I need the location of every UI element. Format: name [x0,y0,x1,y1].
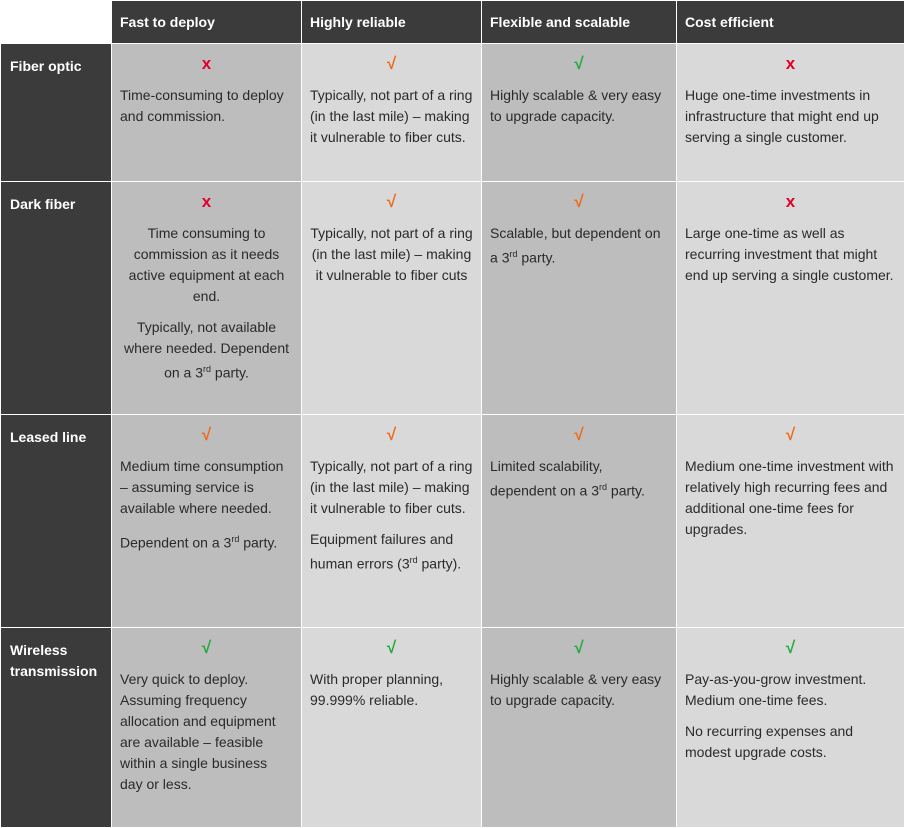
cell-text: With proper planning, 99.999% reliable. [310,669,473,711]
table-cell [302,628,482,828]
check-mark-icon: √ [310,637,473,659]
table-cell [677,44,904,182]
cell-text: Typically, not available where needed. Dependent on a 3rd party. [120,317,293,384]
table-cell [677,628,904,828]
row-header: Fiber optic [1,44,112,182]
partial-check-icon: √ [490,191,668,213]
cross-mark-icon: x [120,191,293,213]
cell-text: Dependent on a 3rd party. [120,529,293,554]
table-cell [302,415,482,628]
cell-text: Very quick to deploy. Assuming frequency allocation and equipment are available – feasible within a single business day or less. [120,669,293,795]
check-mark-icon: √ [490,637,668,659]
cross-mark-icon: x [685,191,896,213]
table-cell [482,628,677,828]
table-cell [677,415,904,628]
row-header: Leased line [1,415,112,628]
table-cell [112,44,302,182]
cell-text: No recurring expenses and modest upgrade costs. [685,721,896,763]
table-cell [302,182,482,415]
check-mark-icon: √ [685,637,896,659]
header-row [1,1,904,44]
table-cell [112,415,302,628]
col-header-fast-to-deploy: Fast to deploy [112,1,302,44]
check-mark-icon: √ [120,637,293,659]
col-header-flexible-scalable: Flexible and scalable [482,1,677,44]
table-cell [677,182,904,415]
table-cell [112,182,302,415]
row-header: Wireless transmission [1,628,112,828]
table-cell [112,628,302,828]
cell-text: Highly scalable & very easy to upgrade capacity. [490,85,668,127]
cross-mark-icon: x [120,53,293,75]
table-row [1,628,904,828]
partial-check-icon: √ [120,424,293,446]
partial-check-icon: √ [490,424,668,446]
table-cell [482,44,677,182]
cell-text: Medium one-time investment with relatively high recurring fees and additional one-time fees for upgrades. [685,456,896,540]
table-row [1,415,904,628]
cell-text: Pay-as-you-grow investment. Medium one-time fees. [685,669,896,711]
partial-check-icon: √ [685,424,896,446]
table-row [1,182,904,415]
col-header-highly-reliable: Highly reliable [302,1,482,44]
partial-check-icon: √ [310,424,473,446]
cell-text: Time consuming to commission as it needs active equipment at each end. [120,223,293,307]
partial-check-icon: √ [310,53,473,75]
cell-text: Typically, not part of a ring (in the last mile) – making it vulnerable to fiber cuts. [310,456,473,519]
cell-text: Typically, not part of a ring (in the last mile) – making it vulnerable to fiber cuts [310,223,473,286]
cell-text: Huge one-time investments in infrastructure that might end up serving a single customer. [685,85,896,148]
cell-text: Typically, not part of a ring (in the last mile) – making it vulnerable to fiber cuts. [310,85,473,148]
cell-text: Limited scalability, dependent on a 3rd party. [490,456,668,502]
cell-text: Equipment failures and human errors (3rd party). [310,529,473,575]
cross-mark-icon: x [685,53,896,75]
corner-cell [1,1,112,44]
cell-text: Scalable, but dependent on a 3rd party. [490,223,668,269]
partial-check-icon: √ [310,191,473,213]
table-cell [482,182,677,415]
cell-text: Time-consuming to deploy and commission. [120,85,293,127]
cell-text: Large one-time as well as recurring investment that might end up serving a single customer. [685,223,896,286]
row-header: Dark fiber [1,182,112,415]
cell-text: Medium time consumption – assuming service is available where needed. [120,456,293,519]
cell-text: Highly scalable & very easy to upgrade capacity. [490,669,668,711]
table-cell [302,44,482,182]
table-cell [482,415,677,628]
col-header-cost-efficient: Cost efficient [677,1,904,44]
table-row [1,44,904,182]
check-mark-icon: √ [490,53,668,75]
table-body [1,44,904,828]
